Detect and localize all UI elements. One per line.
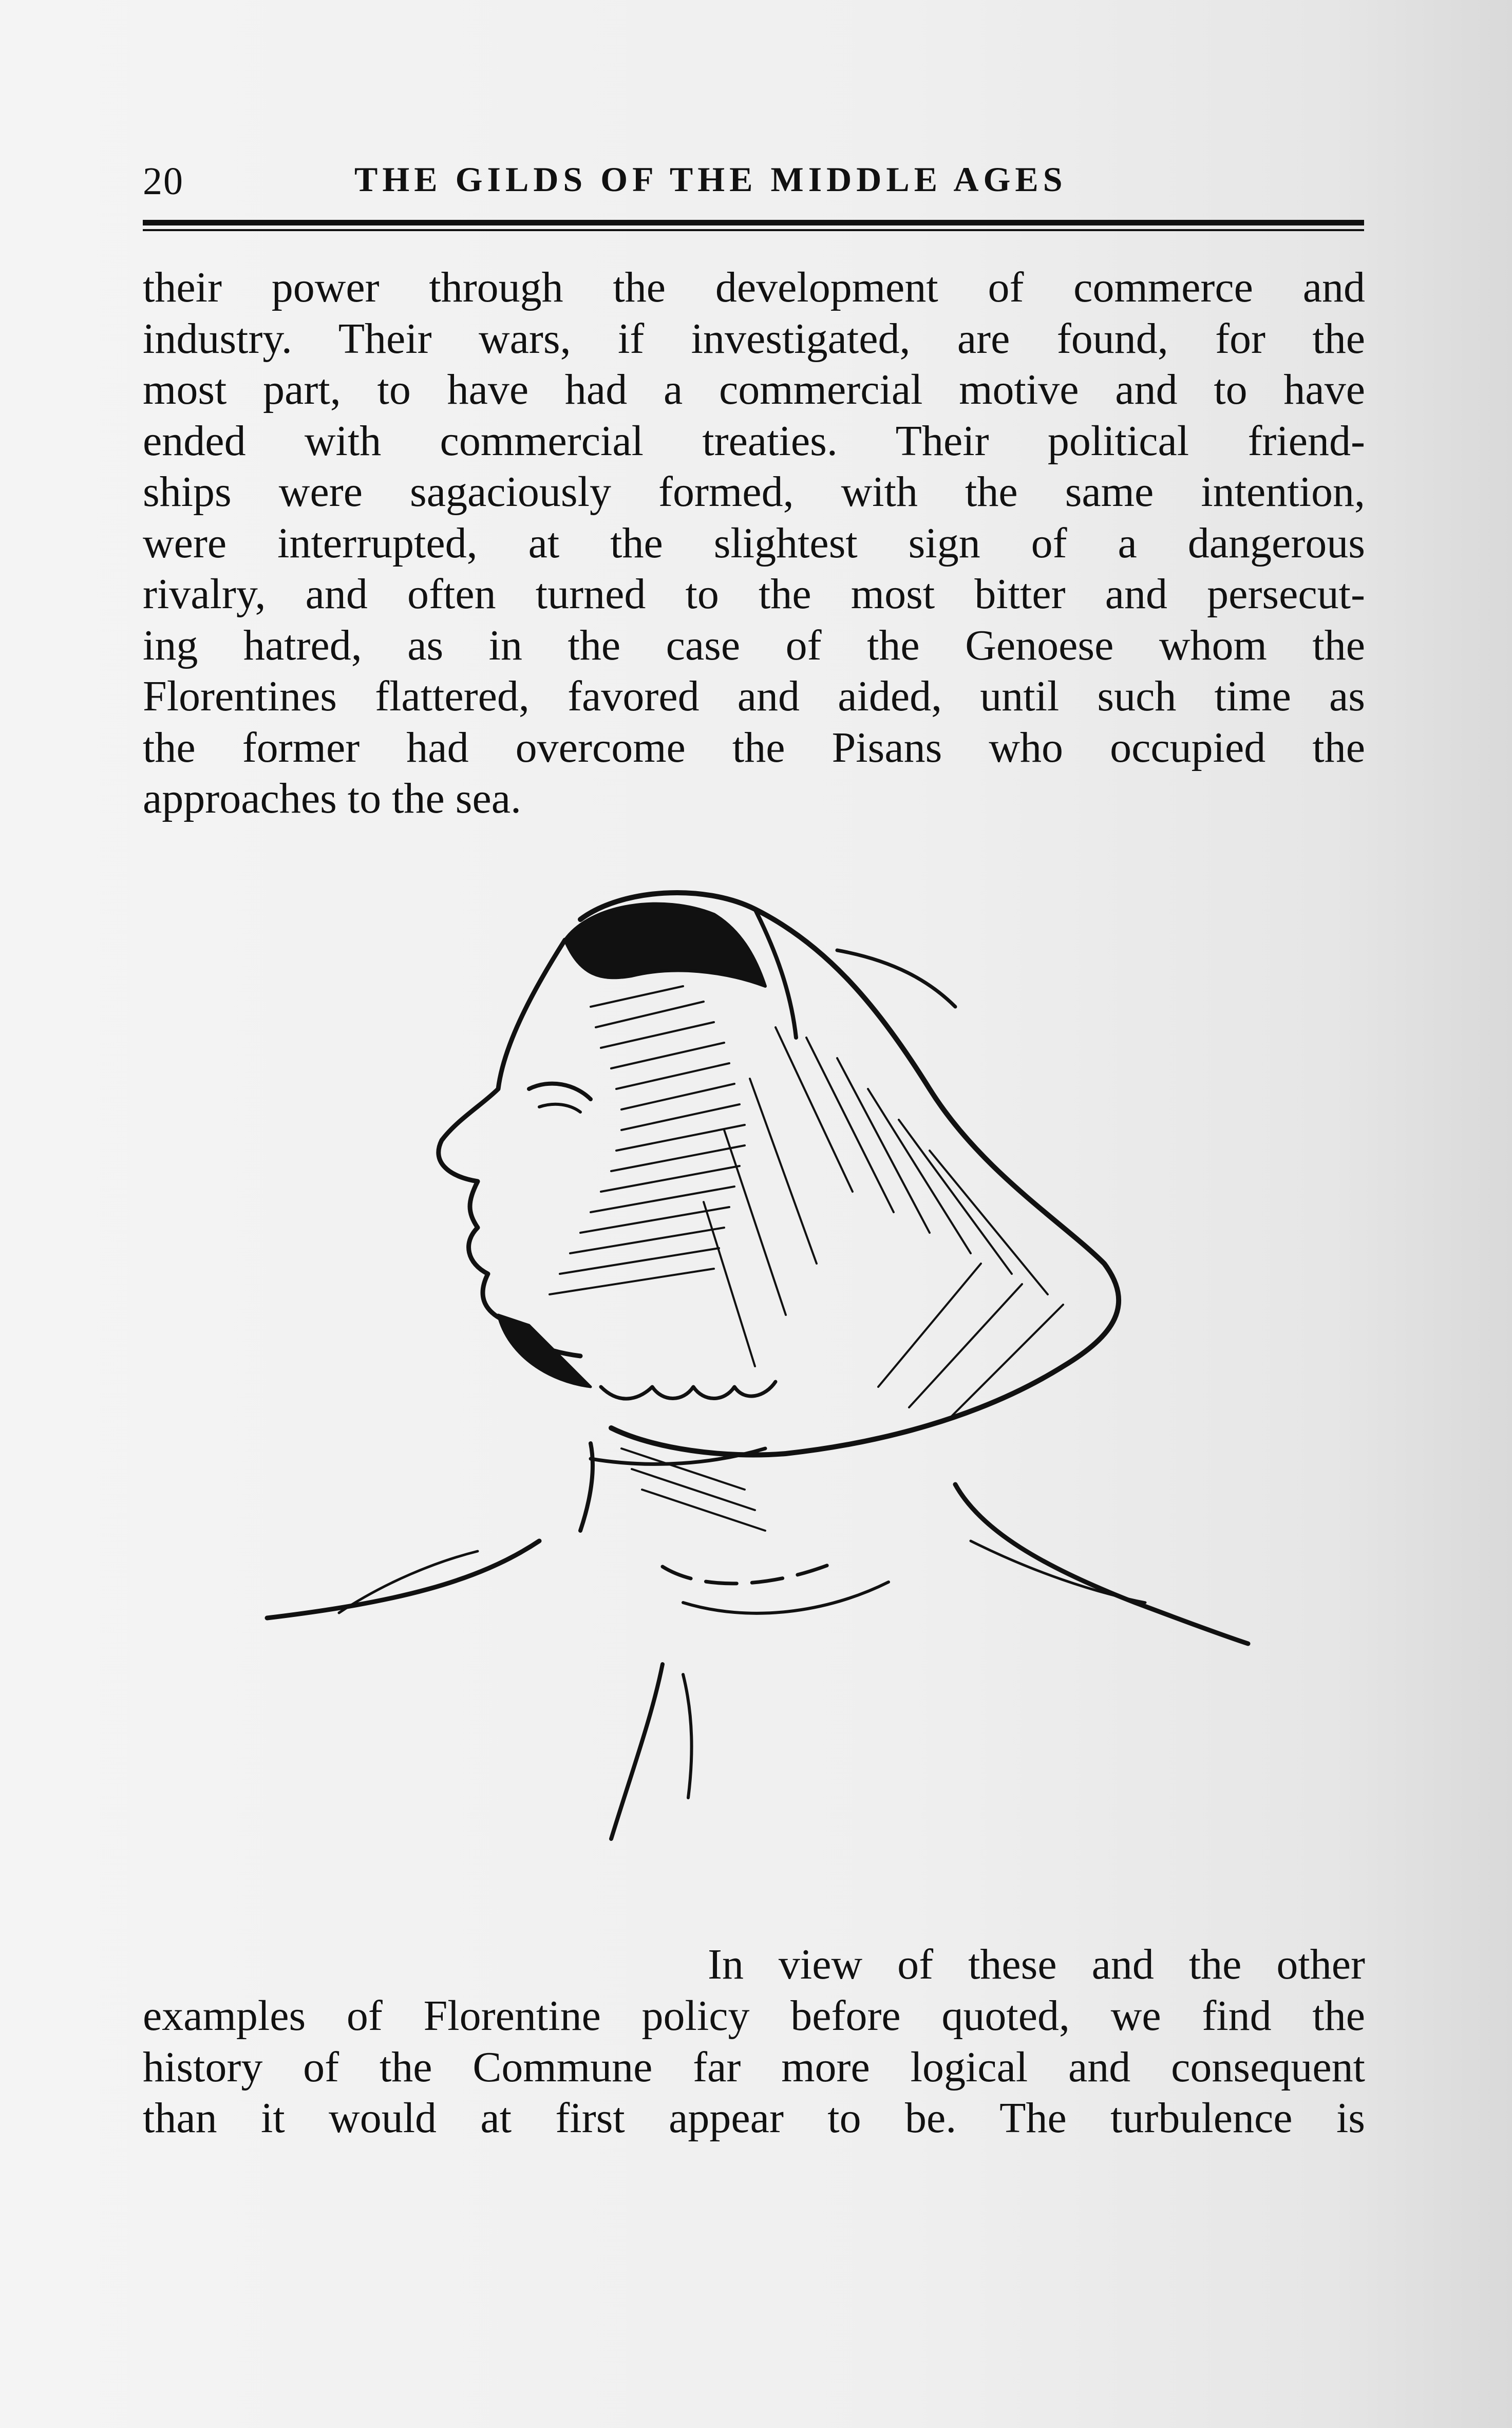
running-head [143, 154, 1368, 211]
text-line: ended with commercial treaties. Their political friend- [143, 417, 1365, 465]
hooded-figure-illustration [262, 873, 1263, 1911]
text-line: rivalry, and often turned to the most bitter and persecut- [143, 570, 1365, 618]
text-line: ships were sagaciously formed, with the same intention, [143, 468, 1365, 516]
text-line: history of the Commune far more logical and consequent [143, 2043, 1365, 2091]
header-rule-thin [143, 229, 1364, 231]
text-line: were interrupted, at the slightest sign of a dangerous [143, 519, 1365, 567]
text-line: industry. Their wars, if investigated, are found, for the [143, 314, 1365, 363]
paragraph-2 [143, 1990, 1365, 2144]
text-line: the former had overcome the Pisans who occupied the [143, 723, 1365, 771]
paragraph-1 [143, 262, 1365, 824]
text-line: examples of Florentine policy before quoted, we find the [143, 1992, 1365, 2040]
running-title: THE GILDS OF THE MIDDLE AGES [354, 160, 1067, 199]
text-line: Florentines flattered, favored and aided, until such time as [143, 672, 1365, 720]
header-rule-thick [143, 220, 1364, 225]
text-line: most part, to have had a commercial motive and to have [143, 366, 1365, 413]
text-line: approaches to the sea. [143, 775, 522, 822]
text-line: their power through the development of commerce and [143, 263, 1365, 311]
text-line: than it would at first appear to be. The turbulence is [143, 2094, 1365, 2142]
text-line: ing hatred, as in the case of the Genoese whom the [143, 621, 1365, 669]
page-number: 20 [143, 160, 184, 203]
paragraph-2-first-line: In view of these and the other [708, 1941, 1365, 1988]
